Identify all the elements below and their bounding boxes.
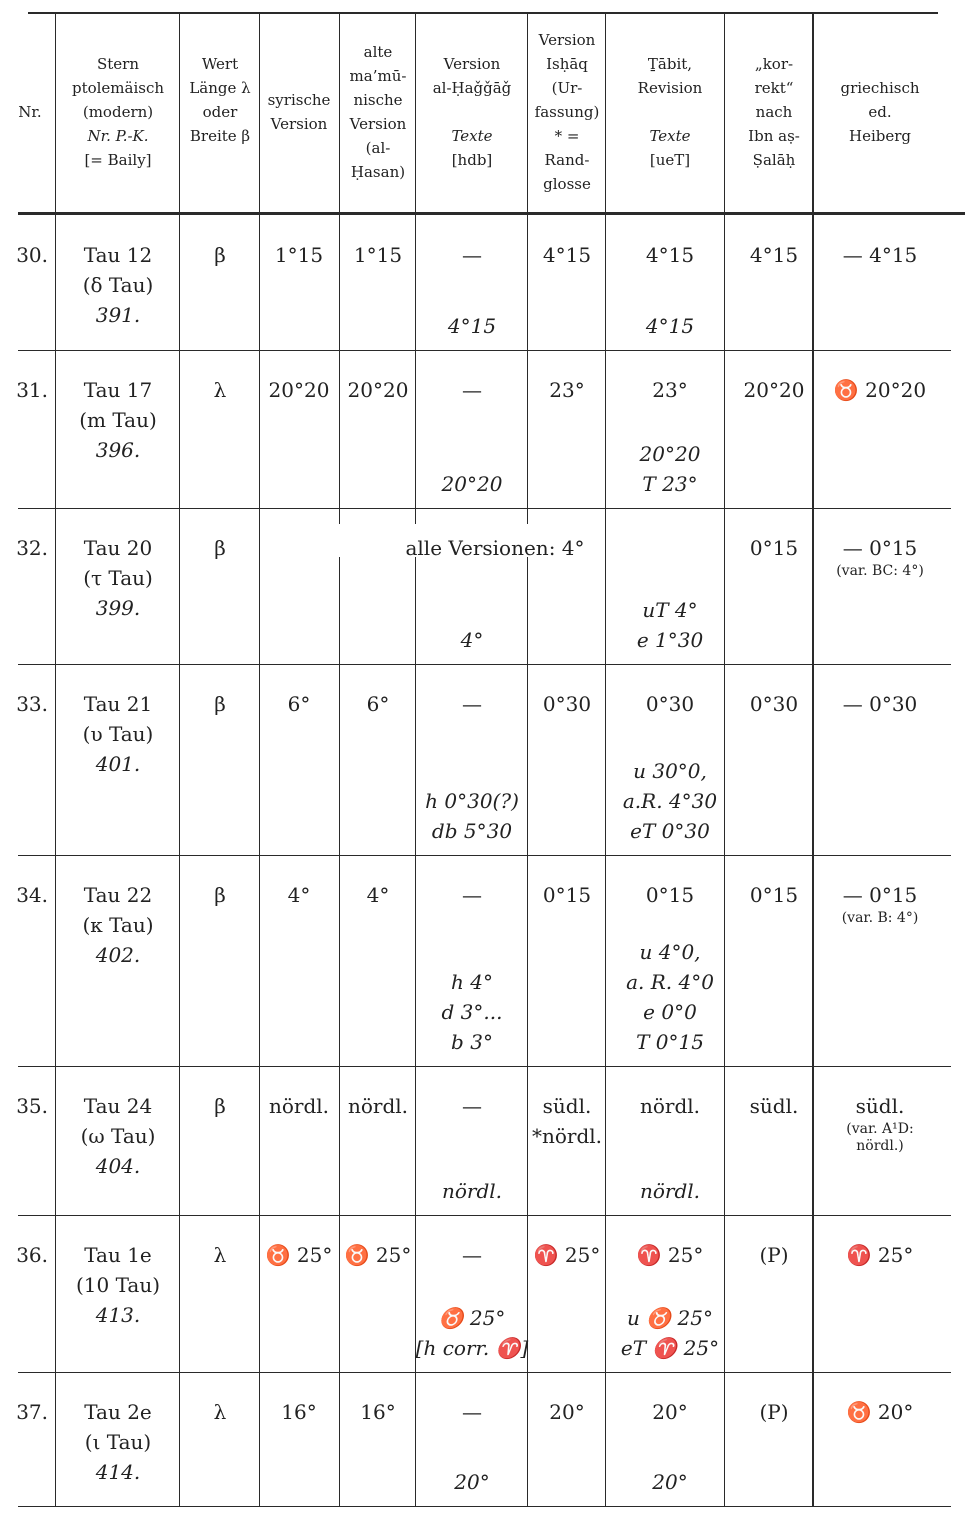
- haggag-value: —: [462, 692, 482, 716]
- header-alte-line: Version: [349, 115, 407, 133]
- top-rule: [28, 12, 938, 14]
- griechisch-variant: (var. A¹D:: [846, 1121, 914, 1137]
- row-rule: [18, 1506, 951, 1507]
- griechisch-value: — 0°15: [842, 536, 918, 560]
- tabit-text-variant: eT 0°30: [630, 819, 710, 843]
- header-ishaq-line: Rand-: [544, 151, 590, 169]
- row-number: 31.: [16, 378, 48, 402]
- column-rule: [55, 12, 56, 1506]
- header-syrische: [268, 88, 331, 136]
- haggag-text-variant: 20°: [454, 1470, 490, 1494]
- griechisch-variant: (var. B: 4°): [841, 910, 919, 926]
- ishaq-value: 0°15: [542, 883, 592, 907]
- wert-symbol: λ: [213, 1400, 227, 1424]
- syrische-value: 4°: [287, 883, 311, 907]
- header-stern: [72, 52, 164, 172]
- star-modern: (υ Tau): [82, 722, 154, 746]
- star-modern: (ω Tau): [80, 1124, 156, 1148]
- header-haggag-line: Texte: [451, 127, 493, 145]
- ishaq-value: 20°: [549, 1400, 585, 1424]
- row-number: 37.: [16, 1400, 48, 1424]
- haggag-text-variant: nördl.: [441, 1179, 503, 1203]
- header-ishaq: [535, 28, 600, 196]
- griechisch-value: ♉ 20°20: [833, 378, 927, 402]
- star-pk-number: 399.: [95, 596, 141, 620]
- header-wert-line: Breite β: [189, 127, 251, 145]
- wert-symbol: β: [214, 883, 226, 907]
- header-haggag-line: [hdb]: [451, 151, 493, 169]
- korrekt-value: 0°30: [749, 692, 799, 716]
- header-korrekt-line: „kor-: [754, 55, 794, 73]
- tabit-text-variant: nördl.: [639, 1179, 701, 1203]
- haggag-text-variant: h 4°: [451, 970, 493, 994]
- tabit-value: 0°30: [645, 692, 695, 716]
- korrekt-value: 20°20: [743, 378, 805, 402]
- star-pk-number: 414.: [95, 1460, 141, 1484]
- header-nr: [18, 100, 41, 124]
- tabit-text-variant: u 4°0,: [639, 940, 701, 964]
- header-stern-line: [= Baily]: [84, 151, 152, 169]
- tabit-text-variant: e 1°30: [636, 628, 704, 652]
- syrische-value: ♉ 25°: [265, 1243, 333, 1267]
- header-wert: [189, 52, 250, 148]
- column-rule: [724, 12, 725, 1506]
- ishaq-value: südl.: [542, 1094, 592, 1118]
- tabit-text-variant: 20°20: [639, 442, 701, 466]
- header-tabit-line: [638, 100, 703, 124]
- tabit-value: nördl.: [639, 1094, 701, 1118]
- header-syrische-line: syrische: [267, 91, 331, 109]
- wert-symbol: λ: [213, 378, 227, 402]
- header-stern-line: (modern): [82, 103, 154, 121]
- header-alte-line: (al-: [365, 139, 391, 157]
- header-korrekt-line: Ṣalāḥ: [752, 151, 796, 169]
- haggag-text-variant: h 0°30(?): [425, 789, 519, 813]
- header-alte: [350, 40, 407, 184]
- header-wert-line: Länge λ: [189, 79, 251, 97]
- star-modern: (10 Tau): [75, 1273, 161, 1297]
- star-name: Tau 21: [83, 692, 153, 716]
- header-alte-line: Ḥasan): [350, 163, 406, 181]
- haggag-text-variant: ♉ 25°: [438, 1306, 506, 1330]
- header-wert-line: oder: [202, 103, 238, 121]
- alte-value: ♉ 25°: [344, 1243, 412, 1267]
- tabit-text-variant: 4°15: [645, 314, 695, 338]
- star-modern: (τ Tau): [83, 566, 153, 590]
- row-number: 33.: [16, 692, 48, 716]
- haggag-value: —: [462, 243, 482, 267]
- column-rule: [259, 12, 260, 1506]
- header-griech-line: Heiberg: [848, 127, 912, 145]
- wert-symbol: β: [214, 692, 226, 716]
- haggag-text-variant: 4°: [460, 628, 484, 652]
- header-griech-line: ed.: [868, 103, 892, 121]
- tabit-value: 23°: [652, 378, 688, 402]
- star-pk-number: 404.: [95, 1154, 141, 1178]
- column-rule: [527, 12, 528, 1506]
- haggag-text-variant: db 5°30: [431, 819, 513, 843]
- syrische-value: 6°: [287, 692, 311, 716]
- header-alte-line: nische: [353, 91, 403, 109]
- tabit-value: ♈ 25°: [636, 1243, 704, 1267]
- tabit-text-variant: T 0°15: [636, 1030, 704, 1054]
- tabit-value: 0°15: [645, 883, 695, 907]
- star-modern: (ι Tau): [84, 1430, 152, 1454]
- header-griech-line: griechisch: [840, 79, 920, 97]
- star-modern: (m Tau): [79, 408, 157, 432]
- column-rule: [812, 12, 814, 1506]
- column-rule: [605, 12, 606, 1506]
- header-alte-line: ma’mū-: [349, 67, 407, 85]
- ishaq-value: 0°30: [542, 692, 592, 716]
- haggag-text-variant: b 3°: [451, 1030, 493, 1054]
- header-ishaq-line: Version: [538, 31, 596, 49]
- tabit-text-variant: e 0°0: [643, 1000, 697, 1024]
- column-rule: [179, 12, 180, 1506]
- header-rule: [18, 212, 965, 215]
- star-pk-number: 391.: [95, 303, 141, 327]
- wert-symbol: β: [214, 243, 226, 267]
- haggag-value: —: [462, 378, 482, 402]
- griechisch-value: ♈ 25°: [846, 1243, 914, 1267]
- griechisch-value: — 0°30: [842, 692, 918, 716]
- header-griech: [840, 76, 919, 148]
- header-alte-line: alte: [363, 43, 393, 61]
- griechisch-variant: nördl.): [856, 1138, 904, 1154]
- star-pk-number: 401.: [95, 752, 141, 776]
- griechisch-value: ♉ 20°: [846, 1400, 914, 1424]
- griechisch-variant: (var. BC: 4°): [836, 563, 924, 579]
- star-name: Tau 20: [83, 536, 153, 560]
- header-tabit: [638, 52, 703, 172]
- tabit-text-variant: a.R. 4°30: [622, 789, 718, 813]
- griechisch-value: — 4°15: [842, 243, 918, 267]
- griechisch-value: südl.: [855, 1094, 905, 1118]
- haggag-value: —: [462, 1094, 482, 1118]
- tabit-value: 4°15: [645, 243, 695, 267]
- header-korrekt-line: Ibn aṣ-: [748, 127, 800, 145]
- haggag-value: —: [462, 1243, 482, 1267]
- haggag-text-variant: d 3°...: [441, 1000, 503, 1024]
- star-name: Tau 12: [83, 243, 153, 267]
- alte-value: 20°20: [347, 378, 409, 402]
- star-modern: (δ Tau): [82, 273, 154, 297]
- korrekt-value: (P): [759, 1243, 789, 1267]
- syrische-value: 20°20: [268, 378, 330, 402]
- ishaq-glosse: *nördl.: [531, 1124, 603, 1148]
- alte-value: 16°: [360, 1400, 396, 1424]
- header-haggag-line: [433, 100, 512, 124]
- star-pk-number: 396.: [95, 438, 141, 462]
- syrische-value: 1°15: [274, 243, 324, 267]
- header-nr-line: Nr.: [18, 103, 42, 121]
- all-versions-value: alle Versionen: 4°: [405, 536, 585, 560]
- korrekt-value: südl.: [749, 1094, 799, 1118]
- haggag-text-variant: 4°15: [447, 314, 497, 338]
- haggag-text-variant: 20°20: [441, 472, 503, 496]
- tabit-text-variant: a. R. 4°0: [626, 970, 714, 994]
- haggag-value: —: [462, 1400, 482, 1424]
- header-ishaq-line: fassung): [534, 103, 600, 121]
- column-rule: [415, 12, 416, 1506]
- star-name: Tau 24: [83, 1094, 153, 1118]
- header-haggag-line: al-Ḥaǧǧāǧ: [432, 79, 512, 97]
- header-stern-line: Stern: [96, 55, 139, 73]
- row-number: 30.: [16, 243, 48, 267]
- ishaq-value: 23°: [549, 378, 585, 402]
- wert-symbol: β: [214, 536, 226, 560]
- griechisch-value: — 0°15: [842, 883, 918, 907]
- tabit-text-variant: u 30°0,: [633, 759, 707, 783]
- header-ishaq-line: Isḥāq: [546, 55, 588, 73]
- header-stern-line: ptolemäisch: [71, 79, 165, 97]
- korrekt-value: 0°15: [749, 883, 799, 907]
- row-number: 34.: [16, 883, 48, 907]
- header-tabit-line: Ṯābit,: [647, 55, 693, 73]
- tabit-text-variant: eT ♈ 25°: [620, 1336, 720, 1360]
- row-number: 36.: [16, 1243, 48, 1267]
- haggag-value: —: [462, 883, 482, 907]
- alte-value: nördl.: [347, 1094, 409, 1118]
- header-tabit-line: Texte: [649, 127, 691, 145]
- alte-value: 1°15: [353, 243, 403, 267]
- ishaq-value: ♈ 25°: [533, 1243, 601, 1267]
- korrekt-value: (P): [759, 1400, 789, 1424]
- header-korrekt-line: nach: [755, 103, 793, 121]
- header-tabit-line: Revision: [637, 79, 703, 97]
- header-stern-line: Nr. P.-K.: [87, 127, 149, 145]
- alte-value: 4°: [366, 883, 390, 907]
- star-pk-number: 413.: [95, 1303, 141, 1327]
- header-tabit-line: [ueT]: [649, 151, 691, 169]
- alte-value: 6°: [366, 692, 390, 716]
- header-haggag: [433, 52, 512, 172]
- column-rule: [339, 12, 340, 1506]
- header-ishaq-line: (Ur-: [551, 79, 583, 97]
- row-number: 35.: [16, 1094, 48, 1118]
- syrische-value: nördl.: [268, 1094, 330, 1118]
- tabit-text-variant: T 23°: [642, 472, 698, 496]
- star-pk-number: 402.: [95, 943, 141, 967]
- header-ishaq-line: * =: [554, 127, 580, 145]
- header-syrische-line: Version: [270, 115, 328, 133]
- star-name: Tau 1e: [84, 1243, 152, 1267]
- korrekt-value: 0°15: [749, 536, 799, 560]
- star-modern: (κ Tau): [82, 913, 154, 937]
- tabit-text-variant: 20°: [652, 1470, 688, 1494]
- header-korrekt-line: rekt“: [754, 79, 794, 97]
- korrekt-value: 4°15: [749, 243, 799, 267]
- tabit-text-variant: u ♉ 25°: [627, 1306, 713, 1330]
- row-number: 32.: [16, 536, 48, 560]
- star-name: Tau 17: [83, 378, 153, 402]
- wert-symbol: λ: [213, 1243, 227, 1267]
- header-ishaq-line: glosse: [543, 175, 591, 193]
- tabit-text-variant: uT 4°: [642, 598, 698, 622]
- star-name: Tau 2e: [84, 1400, 152, 1424]
- ishaq-value: 4°15: [542, 243, 592, 267]
- syrische-value: 16°: [281, 1400, 317, 1424]
- wert-symbol: β: [214, 1094, 226, 1118]
- header-korrekt: [748, 52, 800, 172]
- tabit-value: 20°: [652, 1400, 688, 1424]
- header-wert-line: Wert: [201, 55, 239, 73]
- star-name: Tau 22: [83, 883, 153, 907]
- header-haggag-line: Version: [443, 55, 501, 73]
- haggag-text-variant: [h corr. ♈]: [415, 1336, 529, 1360]
